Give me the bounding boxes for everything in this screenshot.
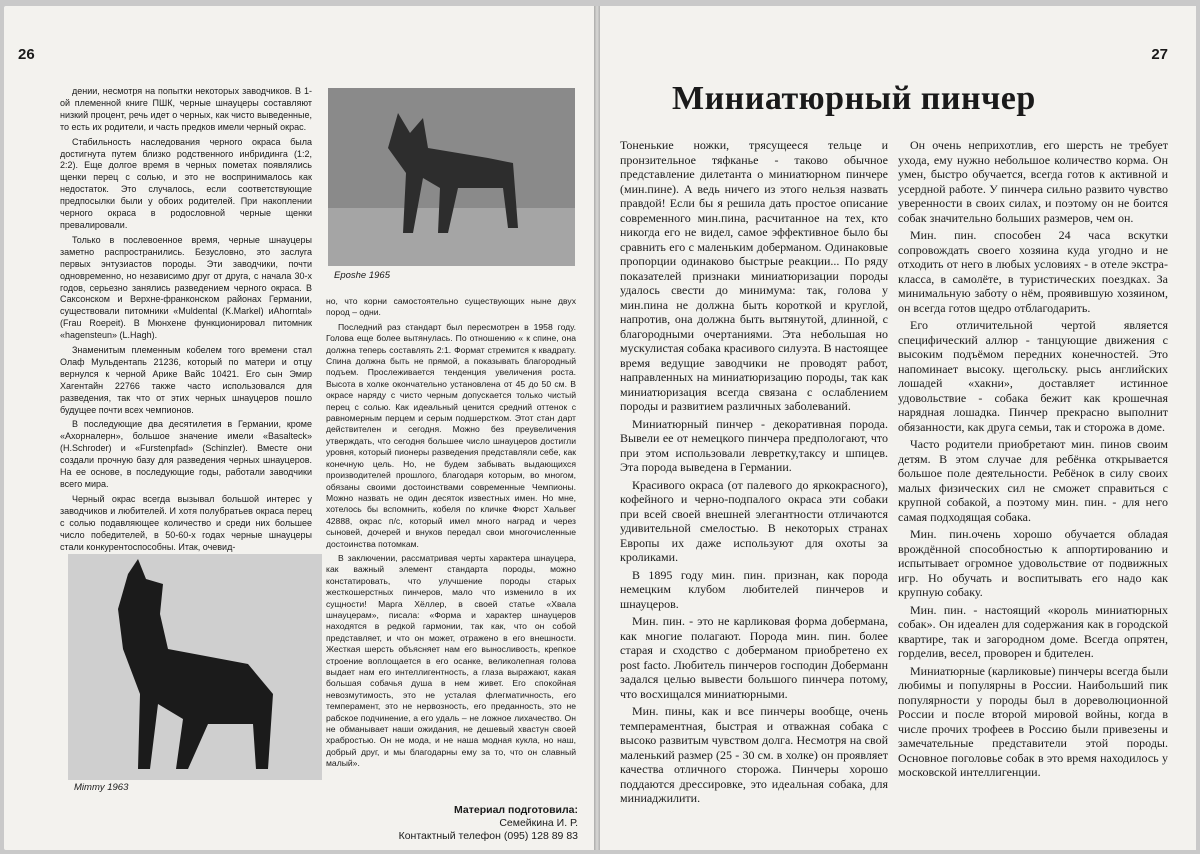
paragraph: Он очень неприхотлив, его шерсть не требует ухода, ему нужно небольшое количество корма. Он умен, быстро обучается, всегда готов к активной и усердной работе. У пинчера сильно развито чувство уверенности в своих силах, и поэтому он не боится собак значительно больших размеров, чем он. bbox=[898, 138, 1168, 225]
article-title: Миниатюрный пинчер bbox=[672, 80, 1036, 117]
dog-photo-1 bbox=[328, 88, 575, 266]
paragraph: В заключении, рассматривая черты характера шнауцера, как важный элемент стандарта породы, можно констатировать, что улучшение породы старых жесткошерстных пинчеров, мало что изменило в их сущности! Марга Хёллер, в своей статье «Хвала шнауцерам», писала: «Форма и характер шнауцеров находятся в редкой гармонии, так как, что он собой представляет, и что он может, отражено в его внешности. Жесткая шерсть объясняет нам его выносливость, крепкое строение воплощается в его осанке, великолепная голова выдает нам его интеллигентность, а глаза выражают, какая большая собачья душа в нем живет. Его спокойная невозмутимость, это не усталая флегматичность, его темперамент, это не нервозность, его преданность, это не рабское подчинение, а его удаль – не ложное лихачество. Он не обманывает наши ожидания, не дешевый хвастун своей храбростью. Он не мода, и не наша модная кукла, но наш, добрый друг, и мы благодарны ему за то, что он славный малый». bbox=[326, 552, 576, 769]
paragraph: Черный окрас всегда вызывал большой интерес у заводчиков и любителей. И хотя полубратьев окраса перец с солью подавляющее количество и среди них большее число победителей, в 50-60-х годах черные шнауцеры стали конкурентоспособны. Итак, очевид- bbox=[60, 493, 312, 552]
paragraph: Знаменитым племенным кобелем того времени стал Олаф Мульдентапь 21236, который по матери и отцу вернулся к черной Арике Вайс 10421. Его сын Эмир Хагентайн 22766 также часто использовался для разведения, так что от этих черных шнауцеров пошло будущее почти всех чемпионов. bbox=[60, 345, 312, 415]
paragraph: В последующие два десятилетия в Германии, кроме «Ахорналерн», большое значение имели «Basalteck» (H.Schroder) и «Furstenpfad» (Schinzler). Вместе они создали прочную базу для разведения черных шнауцеров. На ее основе, в последующие годы, работали заводчики всего мира. bbox=[60, 419, 312, 489]
credits-phone: Контактный телефон (095) 128 89 83 bbox=[398, 830, 578, 842]
paragraph: Тоненькие ножки, трясущееся тельце и пронзительное тяфканье - таково обычное представление дилетанта о миниатюрном пинчере (мин.пине). А ведь ничего из этого нельзя назвать правдой! Если бы я решила дать простое описание современного мин.пина, расчитанное на тех, кто никогда его не видел, самое эффективное было бы сравнить его с маленьким доберманом. Одинаковые пропорции одинаково быстрые реакции... По ряду показателей признаки миниатюризации породы удалось свести до минимума: так, голова у мин.пина не должна быть короткой и круглой, напротив, она должна быть вытянутой, длинной, с благородными очертаниями. Эта небольшая но мускулистая собака красивого силуэта. В настоящее время ведущие заводчики не проводят работ, направленных на миниатюризацию породы, так как миниатюризация всегда связана с ослаблением породы и развитием различных заболеваний. bbox=[620, 138, 888, 413]
paragraph: но, что корни самостоятельно существующих ныне двух пород – одни. bbox=[326, 296, 576, 318]
paragraph: Последний раз стандарт был пересмотрен в 1958 году. Голова еще более вытянулась. По отношению « к спине, она должна теперь составлять 2:1. Формат стремится к квадрату. Спина должна быть не прямой, а показывать благородный подъем. Прослеживается тенденция увеличения роста. Высота в холке окончательно установлена от 45 до 50 см. В окрасе наряду с чисто черным допускается только чистый перец с солью. Как идеальный ценится средний оттенок с равномерным перцем и серым подшерстком. Этот стан дарт действителен и сегодня. Можно без преувеличения утверждать, что сегодня большее число шнауцеров достигли уровня, который пионеры разведения представляли себе, как конечную цель. Но, не будем забывать выдающихся производителей прошлого, благодаря которым, во многом, обязаны своими достоинствами современные Чемпионы. Можно назвать не один десяток известных имен. Но мне, хотелось бы вспомнить, кобеля по кличке Фюрст Хальвег 42888, окрас п/с, который имел много наград и через сыновей, дочерей и внуков передал свои многочисленные достоинства потомкам. bbox=[326, 321, 576, 549]
credits-author: Семейкина И. Р. bbox=[499, 817, 578, 829]
paragraph: Мин. пин.очень хорошо обучается обладая врождённой способностью к аппортированию и испытывает огромное удовольствие от подвижных игр. Но обучать и воспитывать его надо как крупную собаку. bbox=[898, 527, 1168, 599]
paragraph: Его отличительной чертой является специфический аллюр - танцующие движения с высоким подъёмом передних конечностей. Это напоминает высоку. щегольску. рысь английских лошадей «хакни», доставляет истинное удовольствие - собака бежит как крошечная нарядная лошадка. Пинчер прекрасно выполнит обязанности, как друга семьи, так и сторожа в доме. bbox=[898, 318, 1168, 434]
paragraph: Красивого окраса (от палевого до яркокрасного), кофейного и черно-подпалого окраса эти собаки при всей своей внешней элегантности отличаются удивительной смелостью. В некоторых странах Европы их даже используют для охоты за кроликами. bbox=[620, 477, 888, 564]
page-number-right: 27 bbox=[1151, 46, 1168, 63]
credits bbox=[399, 804, 578, 843]
photo-caption-2: Mimmy 1963 bbox=[74, 782, 129, 793]
paragraph: Часто родители приобретают мин. пинов своим детям. В этом случае для ребёнка открывается большое поле деятельности. Ребёнок в силу своих малых физических сил не сможет справиться с крупной собакой, а поэтому мин. пин. - для него самая подходящая собака. bbox=[898, 437, 1168, 524]
paragraph: Мин. пин. - настоящий «король миниатюрных собак». Он идеален для содержания как в городской квартире, так и загородном доме. Всегда опрятен, горделив, весел, проворен и бдителен. bbox=[898, 602, 1168, 660]
paragraph: Мин. пин. - это не карликовая форма добермана, как многие полагают. Порода мин. пин. более старая и сходство с доберманом приобретено ex post facto. Любитель пинчеров господин Доберманн задался целью вывести большого пинчера потому, что восхищался миниатюрными. bbox=[620, 614, 888, 701]
right-page bbox=[600, 6, 1196, 850]
paragraph: Только в послевоенное время, черные шнауцеры заметно распространились. Безусловно, это заслуга первых энтузиастов породы. Эти заводчики, почти одновременно, но независимо друг от друга, с начала 30-х годов, серьезно занялись разведением черного окраса. В Саксонском и Верхне-франконском районах Германии, существовали питомники «Muldental (K.Markel) иAhorntal» (Frau Roepeit). В Мюнхене функционировал питомник «hagensteun» (L.Hagh). bbox=[60, 234, 312, 341]
page-number-left: 26 bbox=[18, 46, 35, 63]
paragraph: Миниатюрные (карликовые) пинчеры всегда были любимы и популярны в России. Наибольший пик популярности у породы был в дореволюционной России и после второй мировой войны, когда в числе прочих трофеев в Россию были привезены и замечательные представители этой породы. Основное поголовье собак в это время находилось у московской интеллигенции. bbox=[898, 663, 1168, 779]
left-page bbox=[4, 6, 594, 850]
photo-schnauzer-mimmy bbox=[68, 554, 322, 780]
right-column-2 bbox=[898, 138, 1168, 828]
left-column-2 bbox=[326, 296, 576, 781]
dog-photo-2 bbox=[68, 554, 322, 780]
credits-heading: Материал подготовила: bbox=[454, 804, 578, 816]
paragraph: Мин. пины, как и все пинчеры вообще, очень темпераментная, быстрая и отважная собака с высоко развитым чувством долга. Несмотря на свой маленький размер (25 - 30 см. в холке) он проявляет качества отличного сторожа. Пинчеры хорошо поддаются дрессировке, это идеальная собака, для миниаджилити. bbox=[620, 704, 888, 805]
photo-caption-1: Eposhe 1965 bbox=[334, 270, 390, 281]
right-column-1 bbox=[620, 138, 888, 828]
paragraph: В 1895 году мин. пин. признан, как порода немецким клубом любителей пинчеров и шнауцеров. bbox=[620, 567, 888, 611]
paragraph: Стабильность наследования черного окраса была достигнута путем близко родственного инбридинга (1:2, 2:2). Еще долгое время в черных пометах появлялись щенки перец с солью, и это не воспринималось как недостаток. Это случалось, если соответствующие предпосылки были у обоих родителей. При накоплении черного окраса в родословной черные щенки превалировали. bbox=[60, 136, 312, 230]
left-column-1 bbox=[60, 86, 312, 554]
paragraph: Миниатюрный пинчер - декоративная порода. Вывели ее от немецкого пинчера предпологают, что при этом использовали левретку,таксу и шпицев. Эта порода выведена в Германии. bbox=[620, 416, 888, 474]
photo-schnauzer-eposhe bbox=[328, 88, 575, 266]
paragraph: Мин. пин. способен 24 часа вскутки сопровождать своего хозяина куда угодно и не отходить от него в любых условиях - в отеле экстра-класса, в самолёте, в туристических поездках. За минимальную заботу о нём, проявившую хозяином, он всегда готов щедро отблагодарить. bbox=[898, 228, 1168, 315]
paragraph: дении, несмотря на попытки некоторых заводчиков. В 1-ой племенной книге ПШК, черные шнауцеры составляют низкий процент, речь идет о черных, как чисто выведенные, то есть их родители, и часть предков имели черный окрас. bbox=[60, 86, 312, 132]
